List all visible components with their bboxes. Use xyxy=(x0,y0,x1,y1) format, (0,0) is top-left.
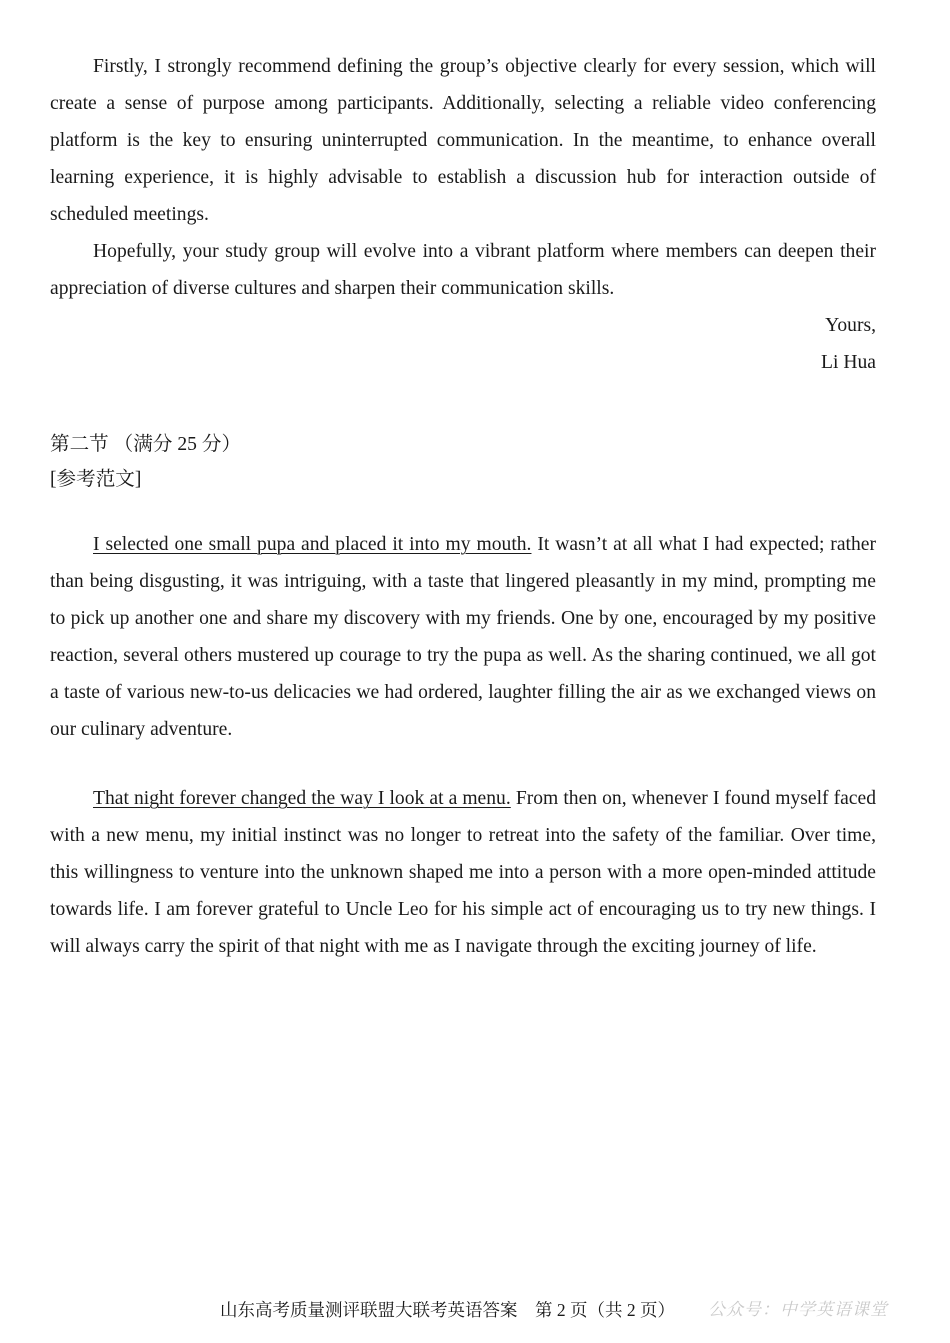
essay-paragraph-1-body: It wasn’t at all what I had expected; rather than being disgusting, it was intriguing, with a taste that lingered pleasantly in my mind, prompting me to pick up another one and share my discovery with my friends. One by one, encouraged by my positive reaction, several others mustered up courage to try the pupa as well. As the sharing continued, we all got a taste of various new-to-us delicacies we had ordered, laughter filling the air as we exchanged views on our culinary adventure. xyxy=(50,534,876,740)
essay-paragraph-2 xyxy=(50,780,876,965)
letter-signature: Li Hua xyxy=(821,352,876,373)
essay-paragraph-2-lead: That night forever changed the way I look at a menu. xyxy=(93,788,511,809)
watermark-text: 公众号：中学英语课堂 xyxy=(708,1300,888,1319)
letter-paragraph-2: Hopefully, your study group will evolve into a vibrant platform where members can deepen their appreciation of diverse cultures and sharpen their communication skills. xyxy=(50,241,876,299)
page-footer: 山东高考质量测评联盟大联考英语答案 第 2 页（共 2 页） xyxy=(220,1300,675,1320)
essay-paragraph-1-lead: I selected one small pupa and placed it into my mouth. xyxy=(93,534,532,555)
letter-paragraph-1: Firstly, I strongly recommend defining the group’s objective clearly for every session, which will create a sense of purpose among participants. Additionally, selecting a reliable video conferencing platform is the key to ensuring uninterrupted communication. In the meantime, to enhance overall learning experience, it is highly advisable to establish a discussion hub for interaction outside of scheduled meetings. xyxy=(50,56,876,225)
essay-paragraph-1 xyxy=(50,526,876,748)
essay-paragraph-2-body: From then on, whenever I found myself faced with a new menu, my initial instinct was no longer to retreat into the safety of the familiar. Over time, this willingness to venture into the unknown shaped me into a person with a more open-minded attitude towards life. I am forever grateful to Uncle Leo for his simple act of encouraging us to try new things. I will always carry the spirit of that night with me as I navigate through the exciting journey of life. xyxy=(50,788,877,957)
letter-closing: Yours, xyxy=(825,315,876,336)
section-subheading: [参考范文] xyxy=(50,469,142,490)
section-heading: 第二节 （满分 25 分） xyxy=(50,434,242,455)
